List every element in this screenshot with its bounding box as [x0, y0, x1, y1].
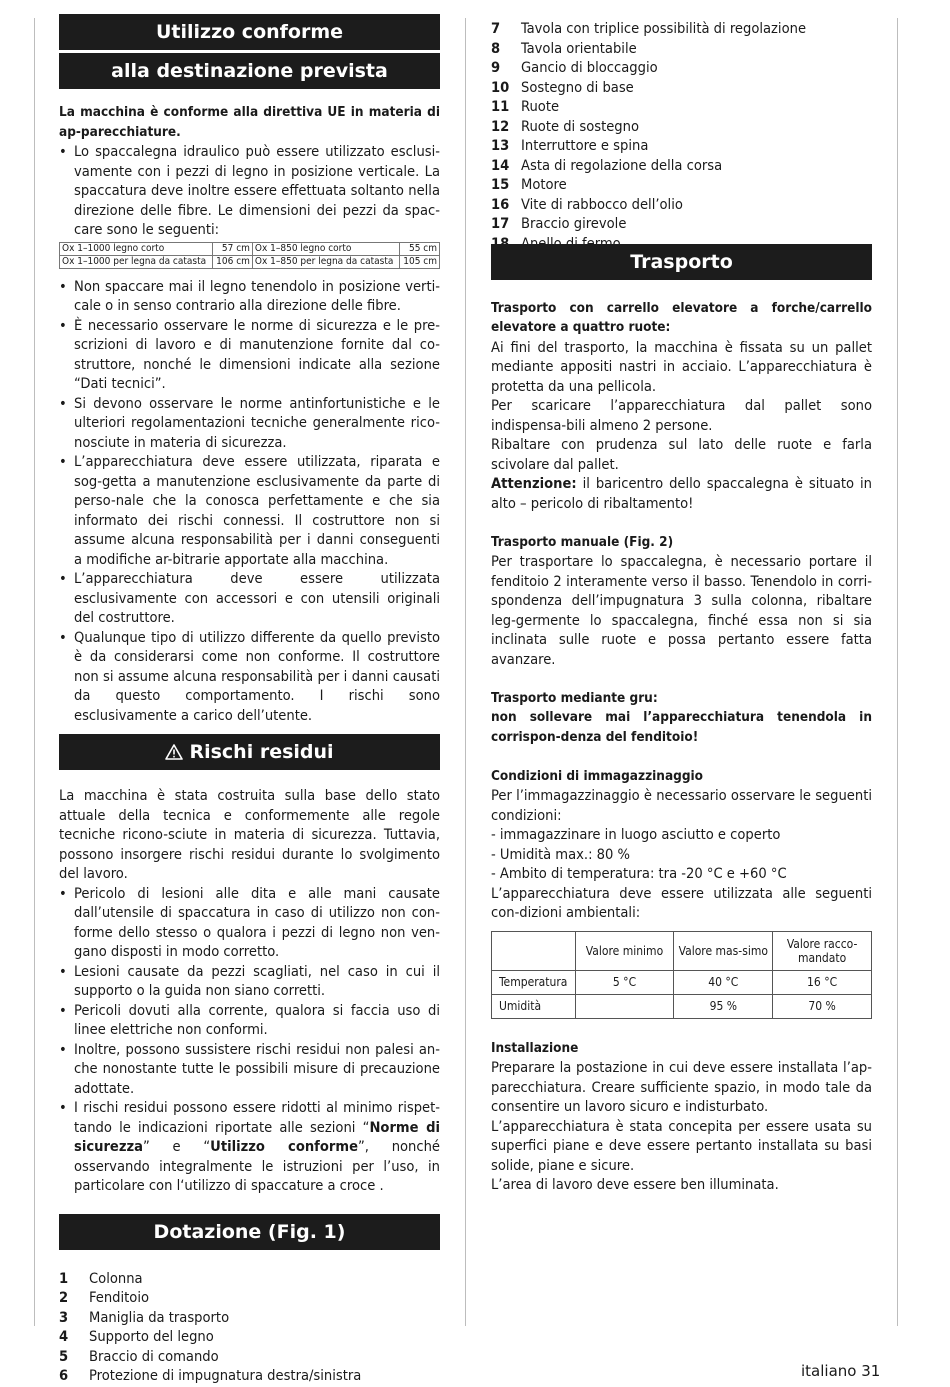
bullet-item: • Lesioni causate da pezzi scagliati, nel caso in cui il supporto o la guida non siano corretti. [59, 962, 440, 1001]
ref-utilizzo-conforme: Utilizzo conforme [210, 1138, 358, 1155]
item-number: 14 [491, 156, 510, 174]
paragraph: L’area di lavoro deve essere ben illuminata. [491, 1176, 779, 1193]
item-text: Braccio girevole [521, 215, 627, 232]
conditions-table [491, 931, 872, 1019]
dim-cell: Ox 1–850 legno corto [252, 242, 399, 255]
item-text: Motore [521, 176, 567, 193]
right-margin-rule [897, 18, 898, 1326]
list-item [491, 39, 872, 59]
item-number: 12 [491, 117, 510, 135]
intro-bold: La macchina è conforme alla direttiva UE in materia di ap-parecchiature. [59, 104, 440, 140]
header-cell: Valore minimo [575, 931, 674, 970]
list-item [491, 58, 872, 78]
item-text: Colonna [89, 1269, 143, 1287]
trasporto-manuale-title: Trasporto manuale (Fig. 2) [491, 533, 674, 550]
item-number [491, 234, 521, 244]
table-cell [575, 994, 674, 1018]
list-item [59, 1269, 440, 1289]
item-text: Asta di regolazione della corsa [521, 156, 723, 174]
bullet-item: • Pericoli dovuti alla corrente, qualora si faccia uso di linee elettriche non conformi. [59, 1001, 440, 1040]
item-number: 5 [59, 1347, 69, 1365]
item-text: Fenditoio [89, 1289, 149, 1306]
center-column-rule [465, 18, 466, 1326]
trasporto-carrello-title: Trasporto con carrello elevatore a forche/carrello elevatore a quattro ruote: [491, 299, 872, 335]
item-text: Gancio di bloccaggio [521, 59, 658, 76]
item-number: 17 [491, 215, 510, 232]
bullet-item: • L’apparecchiatura deve essere utilizzata esclusivamente con accessori e con utensili originali del costruttore. [59, 569, 440, 628]
item-text: Interruttore e spina [521, 137, 649, 154]
table-row [492, 994, 872, 1018]
list-item [491, 136, 872, 156]
bullet-item: • Inoltre, possono sussistere rischi residui non palesi an-che nonostante tutte le possibili misure di precauzione adottate. [59, 1040, 440, 1099]
warning-icon [165, 744, 183, 760]
left-margin-rule [34, 18, 35, 1326]
table-cell: 70 % [773, 994, 872, 1018]
text-run: ”, nonché osservando integralmente le istruzioni per l’uso, in particolare con l‘utilizzo di spaccature a croce . [74, 1138, 441, 1194]
list-item [59, 1366, 440, 1386]
condizioni-title: Condizioni di immagazzinaggio [491, 767, 704, 784]
dimension-row [60, 242, 440, 255]
dimension-table [59, 242, 440, 269]
header-cell: Valore mas-simo [674, 931, 773, 970]
list-item [491, 97, 872, 117]
bullet-item: • Lo spaccalegna idraulico può essere utilizzato esclusi-vamente con i pezzi di legno in posizione verticale. La spaccatura deve inoltre essere effettuata soltanto nella direzione delle fibre. Le dimensioni dei pezzi da spac-care sono le seguenti: [59, 142, 440, 240]
section-heading-trasporto: Trasporto [491, 244, 872, 280]
item-number: 11 [491, 98, 510, 115]
rischi-intro: La macchina è stata costruita sulla base dello stato attuale della tecnica e conformemente alle regole tecniche ricono-sciute in materia di sicurezza. Tuttavia, possono insorgere rischi residui durante lo svolgimento del lavoro. [59, 787, 440, 882]
list-item [59, 1308, 440, 1328]
item-text: Maniglia da trasporto [89, 1308, 230, 1326]
list-item [491, 195, 872, 215]
dim-cell: Ox 1–1000 legno corto [60, 242, 213, 255]
item-text [521, 234, 621, 244]
paragraph: Per trasportare lo spaccalegna, è necessario portare il fenditoio 2 interamente verso il basso. Tenendolo in corri-spondenza dell’impugnatura 3 sulla colonna, ribaltare leg-germente lo spaccalegna, finché essa non si sia inclinata sulle ruote e possa pertanto essere fatta avanzare. [491, 553, 872, 668]
item-text: Vite di rabbocco dell’olio [521, 195, 683, 213]
dotazione-list-continued [491, 19, 872, 244]
dim-cell: Ox 1–850 per legna da catasta [252, 255, 399, 268]
paragraph: Preparare la postazione in cui deve essere installata l’ap-parecchiatura. Creare sufficiente spazio, in modo tale da consentire un lavoro sicuro e indisturbato. [491, 1059, 872, 1115]
header-cell [492, 931, 576, 970]
dim-cell: 105 cm [400, 255, 440, 268]
dimension-row [60, 255, 440, 268]
section-heading-dotazione: Dotazione (Fig. 1) [59, 1214, 440, 1250]
bullet-item: • Non spaccare mai il legno tenendolo in posizione verti-cale o in senso contrario alla direzione delle fibre. [59, 277, 440, 316]
paragraph: L’apparecchiatura deve essere utilizzata alle seguenti con-dizioni ambientali: [491, 884, 872, 921]
list-item [59, 1288, 440, 1308]
table-row [492, 970, 872, 994]
item-number: 6 [59, 1367, 69, 1384]
bullet-item: • È necessario osservare le norme di sicurezza e le pre-scrizioni di lavoro e di manutenzione fornite dal co-struttore, nonché le dimensioni indicate alla sezione “Dati tecnici”. [59, 316, 440, 394]
rischi-bullets [59, 884, 440, 1196]
item-text: Braccio di comando [89, 1347, 219, 1365]
utilizzo-bullets-2 [59, 277, 440, 726]
dim-cell: Ox 1–1000 per legna da catasta [60, 255, 213, 268]
list-item [491, 19, 872, 39]
utilizzo-bullets-1 [59, 142, 440, 240]
section-heading-destinazione: alla destinazione prevista [59, 53, 440, 89]
item-text: Ruote di sostegno [521, 117, 639, 135]
text-run: I rischi residui possono essere ridotti al minimo rispet-tando le indicazioni riportate alle sezioni “ [74, 1099, 440, 1136]
attention-text: il baricentro dello spaccalegna è situato in alto – pericolo di ribaltamento! [491, 475, 872, 512]
bullet-item: • Pericolo di lesioni alle dita e alle mani causate dall’utensile di spaccatura in caso di utilizzo non con-forme dello stesso o qualora i pezzi di legno non ven-gano disposti in modo corretto. [59, 884, 440, 962]
item-number: 13 [491, 137, 510, 154]
list-item [491, 234, 872, 244]
item-number: 15 [491, 176, 510, 193]
list-item [59, 1327, 440, 1347]
right-column [491, 19, 872, 1195]
item-text: Tavola con triplice possibilità di regolazione [521, 20, 807, 37]
item-text: Sostegno di base [521, 78, 634, 96]
page-footer: italiano 31 [801, 1362, 881, 1380]
list-item [491, 117, 872, 137]
item-number: 7 [491, 20, 501, 37]
bullet-item [59, 1098, 440, 1196]
item-text: Tavola orientabile [521, 39, 637, 57]
table-cell: 95 % [674, 994, 773, 1018]
list-item [491, 175, 872, 195]
item-number: 2 [59, 1289, 69, 1306]
bullet-item: • L’apparecchiatura deve essere utilizzata, riparata e sog-getta a manutenzione esclusivamente da parte di perso-nale che la conosca perfettamente e che sia informato dei rischi connessi. Il costruttore non si assume alcuna responsabilità per i danni conseguenti a modifiche ar-bitrarie apportate alla macchina. [59, 452, 440, 569]
dim-cell: 106 cm [213, 255, 253, 268]
table-cell: Umidità [492, 994, 576, 1018]
item-number: 10 [491, 78, 510, 96]
list-item [491, 78, 872, 98]
section-heading-utilizzo: Utilizzo conforme [59, 14, 440, 50]
table-cell: 16 °C [773, 970, 872, 994]
paragraph: Ribaltare con prudenza sul lato delle ruote e farla scivolare dal pallet. [491, 436, 872, 473]
text-run: ” e “ [142, 1138, 211, 1155]
left-column [59, 14, 440, 1386]
table-cell: Temperatura [492, 970, 576, 994]
table-header-row [492, 931, 872, 970]
item-number: 1 [59, 1269, 69, 1287]
header-cell: Valore racco-mandato [773, 931, 872, 970]
condition-line: - Ambito di temperatura: tra -20 °C e +60 °C [491, 865, 787, 882]
item-number: 16 [491, 195, 510, 213]
list-item [491, 156, 872, 176]
list-item [491, 214, 872, 234]
installazione-title: Installazione [491, 1039, 579, 1056]
table-cell: 5 °C [575, 970, 674, 994]
attention-note [491, 474, 872, 513]
trasporto-gru-warning: non sollevare mai l’apparecchiatura tenendola in corrispon-denza del fenditoio! [491, 709, 872, 745]
condition-line: - Umidità max.: 80 % [491, 845, 631, 863]
item-number: 9 [491, 59, 501, 76]
item-number: 3 [59, 1308, 69, 1326]
item-number: 4 [59, 1328, 69, 1345]
dotazione-list [59, 1269, 440, 1386]
item-text: Ruote [521, 98, 560, 115]
rischi-title: Rischi residui [189, 741, 334, 763]
table-cell: 40 °C [674, 970, 773, 994]
dim-cell: 55 cm [400, 242, 440, 255]
bullet-item: • Qualunque tipo di utilizzo differente da quello previsto è da considerarsi come non conforme. Il costruttore non si assume alcuna responsabilità per i danni causati da questo comportamento. I rischi sono esclusivamente a carico dell’utente. [59, 628, 440, 726]
item-text: Protezione di impugnatura destra/sinistra [89, 1367, 362, 1384]
trasporto-gru-title: Trasporto mediante gru: [491, 689, 658, 706]
paragraph: Ai fini del trasporto, la macchina è fissata su un pallet mediante appositi nastri in acciaio. L’apparecchiatura è protetta da una pellicola. [491, 338, 872, 395]
dim-cell: 57 cm [213, 242, 253, 255]
section-heading-rischi [59, 734, 440, 770]
paragraph: Per l’immagazzinaggio è necessario osservare le seguenti condizioni: [491, 787, 872, 824]
paragraph: L’apparecchiatura è stata concepita per essere usata su superfici piane e deve essere pertanto installata su basi solide, piane e sicure. [491, 1117, 872, 1174]
attention-label: Attenzione: [491, 475, 577, 492]
item-number: 8 [491, 39, 501, 57]
ref-norme-sicurezza: Norme di sicurezza [74, 1118, 440, 1155]
bullet-item: • Si devono osservare le norme antinfortunistiche e le ulteriori regolamentazioni tecniche generalmente rico-nosciute in materia di sicurezza. [59, 394, 440, 453]
list-item [59, 1347, 440, 1367]
item-text: Supporto del legno [89, 1328, 214, 1345]
condition-line: - immagazzinare in luogo asciutto e coperto [491, 826, 781, 843]
paragraph: Per scaricare l’apparecchiatura dal pallet sono indispensa-bili almeno 2 persone. [491, 397, 872, 434]
